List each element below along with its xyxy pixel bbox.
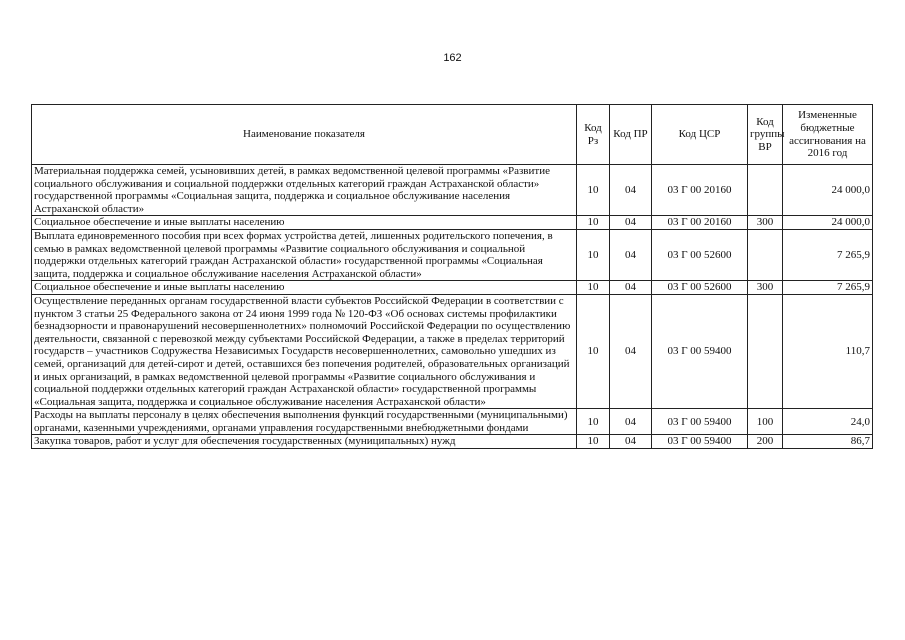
header-amount: Измененные бюджетные ассигнования на 2016 год — [783, 105, 873, 165]
table-row — [32, 281, 873, 295]
row-vr: 100 — [748, 409, 783, 435]
row-csr: 03 Г 00 52600 — [652, 281, 748, 295]
row-pr: 04 — [610, 165, 652, 216]
row-pr: 04 — [610, 409, 652, 435]
header-csr: Код ЦСР — [652, 105, 748, 165]
row-name: Осуществление переданных органам государственной власти субъектов Российской Федерации в соответствии с пунктом 3 статьи 25 Федерального закона от 24 июня 1999 года № 120-ФЗ «Об основах системы профилактики безнадзорности и правонарушений несовершеннолетних» полномочий Российской Федерации по осуществлению деятельности, связанной с перевозкой между субъектами Российской Федерации, а также в пределах территорий государств – участников Содружества Независимых Государств несовершеннолетних, самовольно ушедших из семей, организаций для детей-сирот и детей, оставшихся без попечения родителей, образовательных организаций и иных организаций, в рамках ведомственной целевой программы «Развитие социального обслуживания и социальной поддержки отдельных категорий граждан Астраханской области» государственной программы «Социальная защита, поддержка и социальное обслуживание населения Астраханской области» — [32, 294, 577, 408]
row-vr — [748, 294, 783, 408]
row-name: Расходы на выплаты персоналу в целях обеспечения выполнения функций государственными (муниципальными) органами, казенными учреждениями, органами управления государственными внебюджетными фондами — [32, 409, 577, 435]
row-rz: 10 — [577, 165, 610, 216]
row-rz: 10 — [577, 435, 610, 449]
budget-table — [31, 104, 873, 449]
row-pr: 04 — [610, 281, 652, 295]
row-rz: 10 — [577, 229, 610, 280]
header-pr: Код ПР — [610, 105, 652, 165]
row-amount: 7 265,9 — [783, 281, 873, 295]
row-name: Социальное обеспечение и иные выплаты населению — [32, 216, 577, 230]
table-row — [32, 165, 873, 216]
row-amount: 7 265,9 — [783, 229, 873, 280]
row-vr: 300 — [748, 216, 783, 230]
row-pr: 04 — [610, 294, 652, 408]
row-name: Выплата единовременного пособия при всех формах устройства детей, лишенных родительского попечения, в семью в рамках ведомственной целевой программы «Развитие социального обслуживания и социальной поддержки отдельных категорий граждан Астраханской области» государственной программы «Социальная защита, поддержка и социальное обслуживание населения Астраханской области» — [32, 229, 577, 280]
row-pr: 04 — [610, 216, 652, 230]
table-row — [32, 409, 873, 435]
table-row — [32, 216, 873, 230]
page-number: 162 — [443, 52, 462, 64]
table-header-row — [32, 105, 873, 165]
row-csr: 03 Г 00 59400 — [652, 435, 748, 449]
row-pr: 04 — [610, 435, 652, 449]
row-csr: 03 Г 00 59400 — [652, 294, 748, 408]
row-name: Материальная поддержка семей, усыновивших детей, в рамках ведомственной целевой программы «Развитие социального обслуживания и социальной поддержки отдельных категорий граждан Астраханской области» государственной программы «Социальная защита, поддержка и социальное обслуживание населения Астраханской области» — [32, 165, 577, 216]
table-row — [32, 229, 873, 280]
row-csr: 03 Г 00 59400 — [652, 409, 748, 435]
row-amount: 110,7 — [783, 294, 873, 408]
row-rz: 10 — [577, 294, 610, 408]
row-amount: 24 000,0 — [783, 165, 873, 216]
row-amount: 24,0 — [783, 409, 873, 435]
row-name: Закупка товаров, работ и услуг для обеспечения государственных (муниципальных) нужд — [32, 435, 577, 449]
header-rz: Код Рз — [577, 105, 610, 165]
row-vr — [748, 165, 783, 216]
row-rz: 10 — [577, 216, 610, 230]
row-amount: 24 000,0 — [783, 216, 873, 230]
row-csr: 03 Г 00 52600 — [652, 229, 748, 280]
row-name: Социальное обеспечение и иные выплаты населению — [32, 281, 577, 295]
row-vr: 300 — [748, 281, 783, 295]
row-pr: 04 — [610, 229, 652, 280]
row-rz: 10 — [577, 409, 610, 435]
header-vr: Код группы ВР — [748, 105, 783, 165]
table-row — [32, 435, 873, 449]
row-csr: 03 Г 00 20160 — [652, 165, 748, 216]
row-vr — [748, 229, 783, 280]
header-name: Наименование показателя — [32, 105, 577, 165]
table-row — [32, 294, 873, 408]
row-vr: 200 — [748, 435, 783, 449]
row-csr: 03 Г 00 20160 — [652, 216, 748, 230]
row-rz: 10 — [577, 281, 610, 295]
row-amount: 86,7 — [783, 435, 873, 449]
